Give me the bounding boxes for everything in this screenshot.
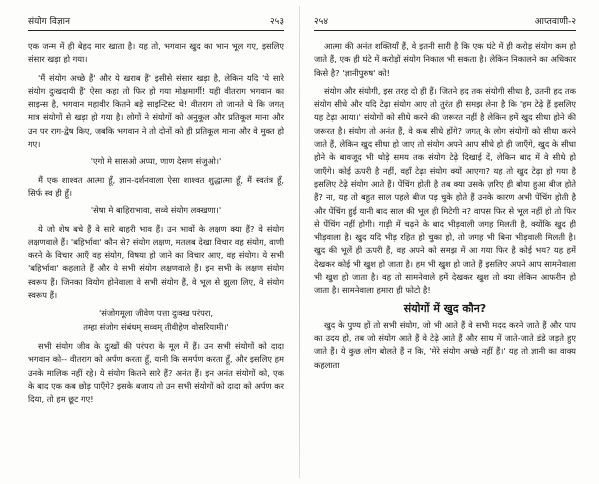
paragraph: 'मैं संयोग अच्छे हैं' और ये खराब हैं' इसीसे संसार खड़ा है, लेकिन यदि 'ये सारे संयोग दुःखदायी हैं' ऐसा कहा तो फिर हो गया मोक्षमार्गी! यही वीतराग भगवान का साइन्स है, भगवान महावीर कितने बड़े साइन्टिस्ट थे! वीतराग तो जानते थे कि जगत् मात्र संयोगों से खड़ा हो गया है। लोगों ने संयोगों को अनुकूल और प्रतिकूल माना और उन पर राग-द्वेष किए, जबकि भगवान ने तो दोनों को ही प्रतिकूल माना और वे मुक्त हो गए।	[28, 72, 284, 150]
right-page-number: २५४	[314, 16, 329, 27]
page-gutter	[299, 6, 300, 478]
right-page-body	[314, 40, 576, 372]
paragraph: एक जन्म में ही बेहद मार खाता है। यह तो, भगवान खुद का भान भूल गए, इसलिए संसार खड़ा हो गया।	[28, 41, 284, 65]
paragraph: मैं एक शाश्वत आत्मा हूँ, ज्ञान-दर्शनवाला ऐसा शाश्वत शुद्धात्मा हूँ, मैं स्वतंत्र हूँ, सिर्फ स्व ही हूँ।	[28, 174, 284, 198]
right-page	[314, 0, 576, 484]
left-page-header	[28, 14, 284, 31]
right-page-header	[314, 14, 576, 31]
section-heading: संयोगों में खुद कौन?	[403, 301, 487, 315]
paragraph: सभी संयोग जीव के दुःखों की परंपरा के मूल में हैं। उन सभी संयोगों को दादा भगवान को-- वीतराग को अर्पण करता हूँ, यानी कि समर्पण करता हूँ, और इसलिए हम उनके मालिक नहीं रहे। ये संयोग कितने सारे हैं? अनंत हैं। इन अनंत संयोगों को, एक के बाद एक कब छोड़ पाएँगे? इसके बजाय तो उन सभी संयोगों को दादा को अर्पण कर दिया, तो हम छूट गए!	[28, 340, 284, 405]
right-header-title: आप्तवाणी-२	[534, 16, 576, 27]
paragraph: आत्मा की अनंत शक्तियाँ हैं, वे इतनी सारी है कि एक घंटे में ही करोड़ संयोग कम हो जाते हैं, एक ही घंटे में करोड़ों संयोग निकाल भी सकता है। लेकिन निकालने का अधिकार किसे है? 'ज्ञानीपुरुष' को!	[314, 41, 576, 78]
verse-line: तम्हा संजोग संबंधम् सव्वम् तीवीहेण वोसरियामी।'	[83, 321, 229, 332]
paragraph: ये जो शेष बचे हैं वे सारे बाहरी भाव हैं। उन भावों के लक्षण क्या हैं? वे संयोग लक्षणवाले हैं। 'बहिर्भावा' कौन से? संयोग लक्षण, मतलब देखा विचार वह संयोग, वाणी करने के विचार आएँ वह संयोग, विषया हो जाने का विचार आए, वह संयोग। ये सभी 'बहिर्भावा' कहलाते हैं और ये सभी संयोग लक्षणवाले हैं। इन सभी के लक्षण संयोग स्वरूप हैं। जिनका वियोग होनेवाला वे सभी संयोग हैं, वे भूल से झुला लिए, वे संयोग स्वरूप हैं।	[28, 223, 284, 301]
left-page-number: २५३	[269, 16, 284, 27]
left-page	[28, 0, 284, 484]
paragraph: संयोग और संयोगी, इस तरह दो ही हैं। जितने हद तक संयोगी सीधा है, उतनी हद तक संयोग सीधे और यदि टेढ़ा संयोग आए तो तुरंत ही समझ लेना है कि 'हम टेढ़े हैं इसलिए यह टेढ़ा आया।' संयोगों को सीधे करने की जरूरत नहीं है लेकिन हमें खुद सीधा होने की जरूरत है। संयोग तो अनंत हैं, वे कब सीधे होंगे? जगत् के लोग संयोगों को सीधा करने जाते हैं, लेकिन खुद सीधा हो जाए तो संयोग अपने आप सीधे हो ही जाएँगे, खुद के सीधा होने के बावजूद भी थोड़े समय तक संयोग टेढ़े दिखाई दें, लेकिन बाद में वे सीधे हो जाएँगे। कोई ऊपरी है नहीं, वहाँ टेढ़ा संयोग क्यों आएगा? यह तो खुद टेढ़ा हो गया है इसलिए टेढ़े संयोग आते हैं। पेंचिंग होती है तब क्या उसके ज़रिए ही बोया हुआ बीज होते हैं? ना, यह तो बहुत साल पहले बीज पड़ चुके होते हैं उनके कारण अभी पेंचिंग होती है और पेंचिंग हुई यानी बाद साल की भूल ही मिटेगी न? वापस फिर से भूल नहीं हो तो फिर से पेंचिंग नहीं होगी। गाड़ी में चढ़ने के बाद भीड़वाली जगह मिलती है, क्योंकि खुद ही भीड़वाला है। खुद यदि भीड़ रहित हो चुका हो, तो जगह भी बिना भीड़वाली मिलती है। खुद की भूलें ही ऊपरी हैं, वह अपने को समझ में आ गया फिर है कोई भय? यह हमें देखकर कोई भी खुश हो जाता है। हम भी खुश हो जाते हैं इसलिए अपने आप सामनेवाला भी खुश हो जाता है। वह तो सामनेवाले हमें देखकर खुश तो क्या लेकिन आफरीन हो जाता है। सामनेवाला हमारा ही फोटो है!	[314, 85, 576, 296]
left-page-body	[28, 40, 284, 406]
verse: 'सेषा मे बाहिराभावा, सव्वे संयोग लक्खणा।'	[90, 205, 222, 216]
verse-line: 'संजोगमूला जीवेण पत्ता दुःक्ख परंपरा,	[98, 308, 213, 319]
verse: 'एगो मे सासओ अप्पा, णाण देसण संजुओ।'	[90, 156, 222, 167]
left-header-title: संयोग विज्ञान	[28, 16, 70, 27]
paragraph: खुद के पुण्य हों तो सभी संयोग, जो भी आते हैं वे सभी मदद करने जाते हैं और पाप का उदय हो, तब जो संयोग आते हैं वे टेढ़े आते हैं और साथ में जाते-जाते डंडे जड़ते हुए जाते हैं। ये कुछ लोग बोलते हैं न कि, 'मेरे संयोग अच्छे नहीं हैं।' यह तो ज्ञानी का वाक्य कहलाता	[314, 319, 576, 370]
